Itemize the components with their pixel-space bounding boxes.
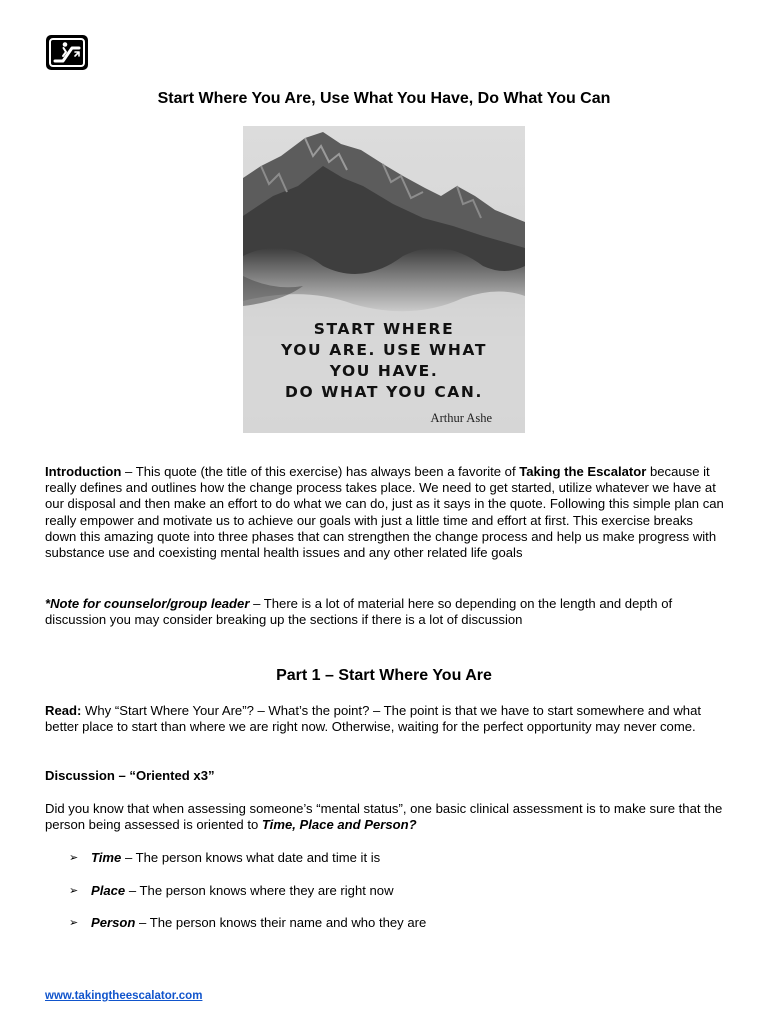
mental-status-paragraph bbox=[45, 801, 725, 833]
counselor-note-label: *Note for counselor/group leader bbox=[45, 596, 250, 611]
list-item bbox=[69, 850, 426, 883]
part-1-heading: Part 1 – Start Where You Are bbox=[276, 667, 492, 684]
mental-status-text: Did you know that when assessing someone’s “mental status”, one basic clinical assessment is to make sure that the person being assessed is oriented to bbox=[45, 801, 723, 833]
introduction-paragraph bbox=[45, 464, 725, 561]
list-item-text: – The person knows where they are right now bbox=[125, 882, 394, 898]
brand-name: Taking the Escalator bbox=[519, 464, 647, 479]
poster-quote bbox=[243, 319, 525, 403]
counselor-note-text: – There is a lot of material here so depending on the length and depth of discussion you may consider breaking up the sections if there is a lot of discussion bbox=[45, 596, 673, 628]
poster-quote-line: START WHERE bbox=[313, 320, 455, 338]
list-item-text: – The person knows what date and time it is bbox=[121, 850, 381, 865]
read-paragraph bbox=[45, 703, 725, 735]
introduction-text: – This quote (the title of this exercise) has always been a favorite of bbox=[121, 464, 520, 479]
arrow-bullet-icon: ➢ bbox=[69, 884, 79, 897]
poster-quote-line: YOU HAVE. bbox=[329, 362, 439, 380]
arrow-bullet-icon: ➢ bbox=[69, 852, 79, 864]
mental-status-emphasis: Time, Place and Person? bbox=[261, 817, 417, 833]
discussion-heading: Discussion – “Oriented x3” bbox=[45, 768, 215, 783]
list-item-term: Person bbox=[91, 915, 136, 930]
quote-poster-image bbox=[243, 126, 525, 433]
read-label: Read: bbox=[45, 703, 82, 718]
poster-quote-line: DO WHAT YOU CAN. bbox=[285, 383, 483, 401]
document-title: Start Where You Are, Use What You Have, Do What You Can bbox=[157, 90, 611, 107]
poster-quote-line: YOU ARE. USE WHAT bbox=[280, 341, 487, 359]
read-text: Why “Start Where Your Are”? – What’s the point? – The point is that we have to start somewhere and what better place to start than where we are right now. Otherwise, waiting for the perfect opportunity may never come. bbox=[45, 703, 702, 735]
website-link[interactable]: www.takingtheescalator.com bbox=[45, 990, 203, 1002]
list-item bbox=[69, 915, 426, 948]
arrow-bullet-icon: ➢ bbox=[69, 917, 79, 929]
poster-author: Arthur Ashe bbox=[430, 411, 492, 425]
list-item-term: Time bbox=[91, 850, 122, 865]
introduction-label: Introduction bbox=[45, 464, 122, 479]
escalator-icon bbox=[46, 35, 88, 70]
list-item-term: Place bbox=[91, 882, 126, 898]
list-item-text: – The person knows their name and who they are bbox=[135, 915, 427, 930]
orientation-list bbox=[69, 850, 426, 948]
introduction-text-continued: because it really defines and outlines how the change process takes place. We need to get started, utilize whatever we have at our disposal and then make an effort to do what we can do, just as it says in the quote. Following this simple plan can really empower and motivate us to achieve our goals with just a little time and effort at first. This exercise breaks down this amazing quote into three phases that can strengthen the change process and help us make progress with substance use and coexisting mental health issues and any other related life goals bbox=[45, 464, 724, 561]
counselor-note-paragraph bbox=[45, 596, 725, 628]
list-item bbox=[69, 883, 426, 916]
